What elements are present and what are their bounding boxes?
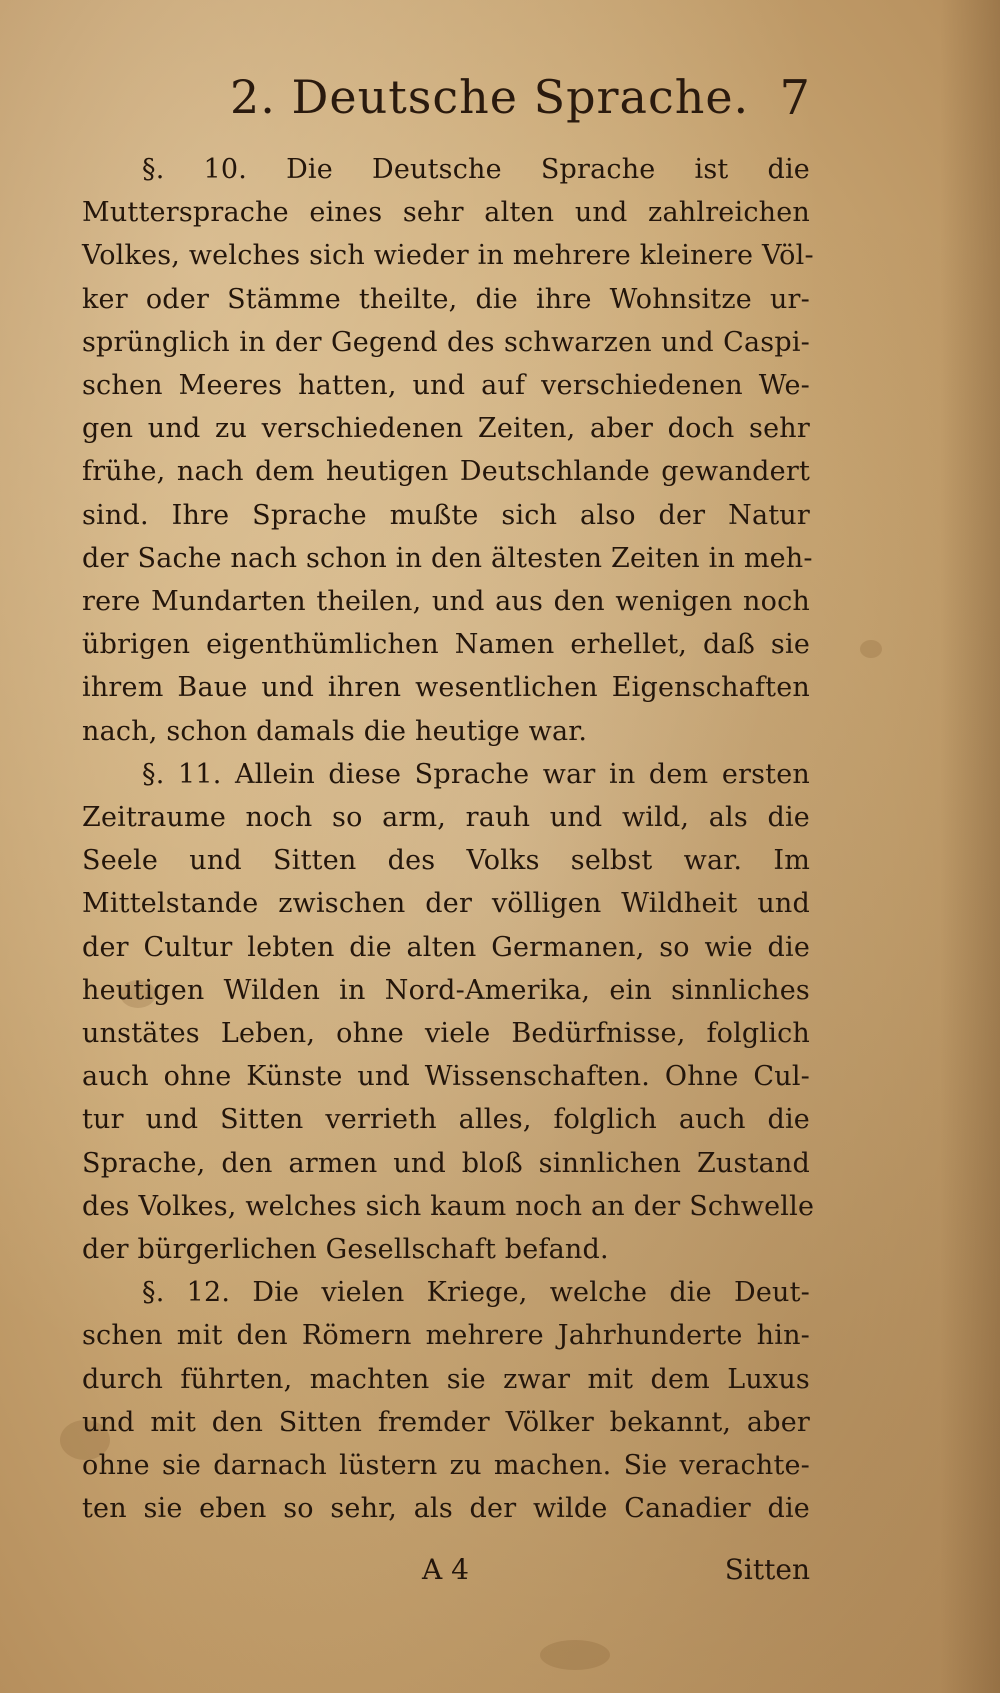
text-line: ohne sie darnach lüstern zu machen. Sie verachte- (82, 1450, 810, 1482)
text-line: Seele und Sitten des Volks selbst war. Im (82, 845, 810, 877)
text-line: der bürgerlichen Gesellschaft befand. (82, 1234, 609, 1266)
text-line: durch führten, machten sie zwar mit dem Luxus (82, 1363, 810, 1395)
paragraph-section-12 (82, 1271, 810, 1530)
text-line: Volkes, welches sich wieder in mehrere kleinere Völ- (82, 240, 814, 272)
text-line: Mittelstande zwischen der völligen Wildheit und (82, 888, 810, 920)
text-line: tur und Sitten verrieth alles, folglich auch die (82, 1104, 810, 1136)
catchword: Sitten (724, 1553, 810, 1586)
paragraph-section-11 (82, 753, 815, 1271)
paragraph-section-10 (82, 148, 814, 753)
text-line: und mit den Sitten fremder Völker bekannt, aber (82, 1406, 810, 1438)
page-number: 7 (779, 70, 810, 126)
text-line: der Cultur lebten die alten Germanen, so wie die (82, 931, 810, 963)
text-line: gen und zu verschiedenen Zeiten, aber doch sehr (82, 413, 810, 445)
text-line: auch ohne Künste und Wissenschaften. Ohne Cul- (82, 1061, 810, 1093)
spine-shadow (940, 0, 1000, 1693)
text-line: nach, schon damals die heutige war. (82, 715, 588, 747)
text-line: §. 12. Die vielen Kriege, welche die Deut- (142, 1277, 810, 1309)
paper-stain (540, 1640, 610, 1670)
text-line: schen Meeres hatten, und auf verschiedenen We- (82, 370, 810, 402)
text-line: ker oder Stämme theilte, die ihre Wohnsitze ur- (82, 283, 810, 315)
text-line: frühe, nach dem heutigen Deutschlande gewandert (82, 456, 810, 488)
text-line: Sprache, den armen und bloß sinnlichen Zustand (82, 1147, 810, 1179)
page-header (230, 70, 810, 130)
text-line: §. 11. Allein diese Sprache war in dem ersten (142, 758, 810, 790)
text-line: rere Mundarten theilen, und aus den wenigen noch (82, 586, 810, 618)
text-line: unstätes Leben, ohne viele Bedürfnisse, folglich (82, 1018, 810, 1050)
text-line: heutigen Wilden in Nord-Amerika, ein sinnliches (82, 974, 810, 1006)
paper-stain (860, 640, 882, 658)
body-text (82, 148, 815, 1531)
signature-mark: A 4 (422, 1553, 469, 1586)
text-line: Muttersprache eines sehr alten und zahlreichen (82, 197, 810, 229)
text-line: der Sache nach schon in den ältesten Zeiten in meh- (82, 542, 813, 574)
text-line: des Volkes, welches sich kaum noch an der Schwelle (82, 1190, 815, 1222)
page-footer (82, 1553, 810, 1603)
running-title: 2. Deutsche Sprache. (230, 70, 750, 124)
text-line: ihrem Baue und ihren wesentlichen Eigenschaften (82, 672, 810, 704)
text-line: übrigen eigenthümlichen Namen erhellet, daß sie (82, 629, 810, 661)
text-line: Zeitraume noch so arm, rauh und wild, als die (82, 802, 810, 834)
text-line: sind. Ihre Sprache mußte sich also der Natur (82, 499, 810, 531)
text-line: sprünglich in der Gegend des schwarzen und Caspi- (82, 326, 810, 358)
text-line: ten sie eben so sehr, als der wilde Canadier die (82, 1493, 810, 1525)
text-line: §. 10. Die Deutsche Sprache ist die (142, 154, 810, 185)
text-line: schen mit den Römern mehrere Jahrhunderte hin- (82, 1320, 810, 1352)
